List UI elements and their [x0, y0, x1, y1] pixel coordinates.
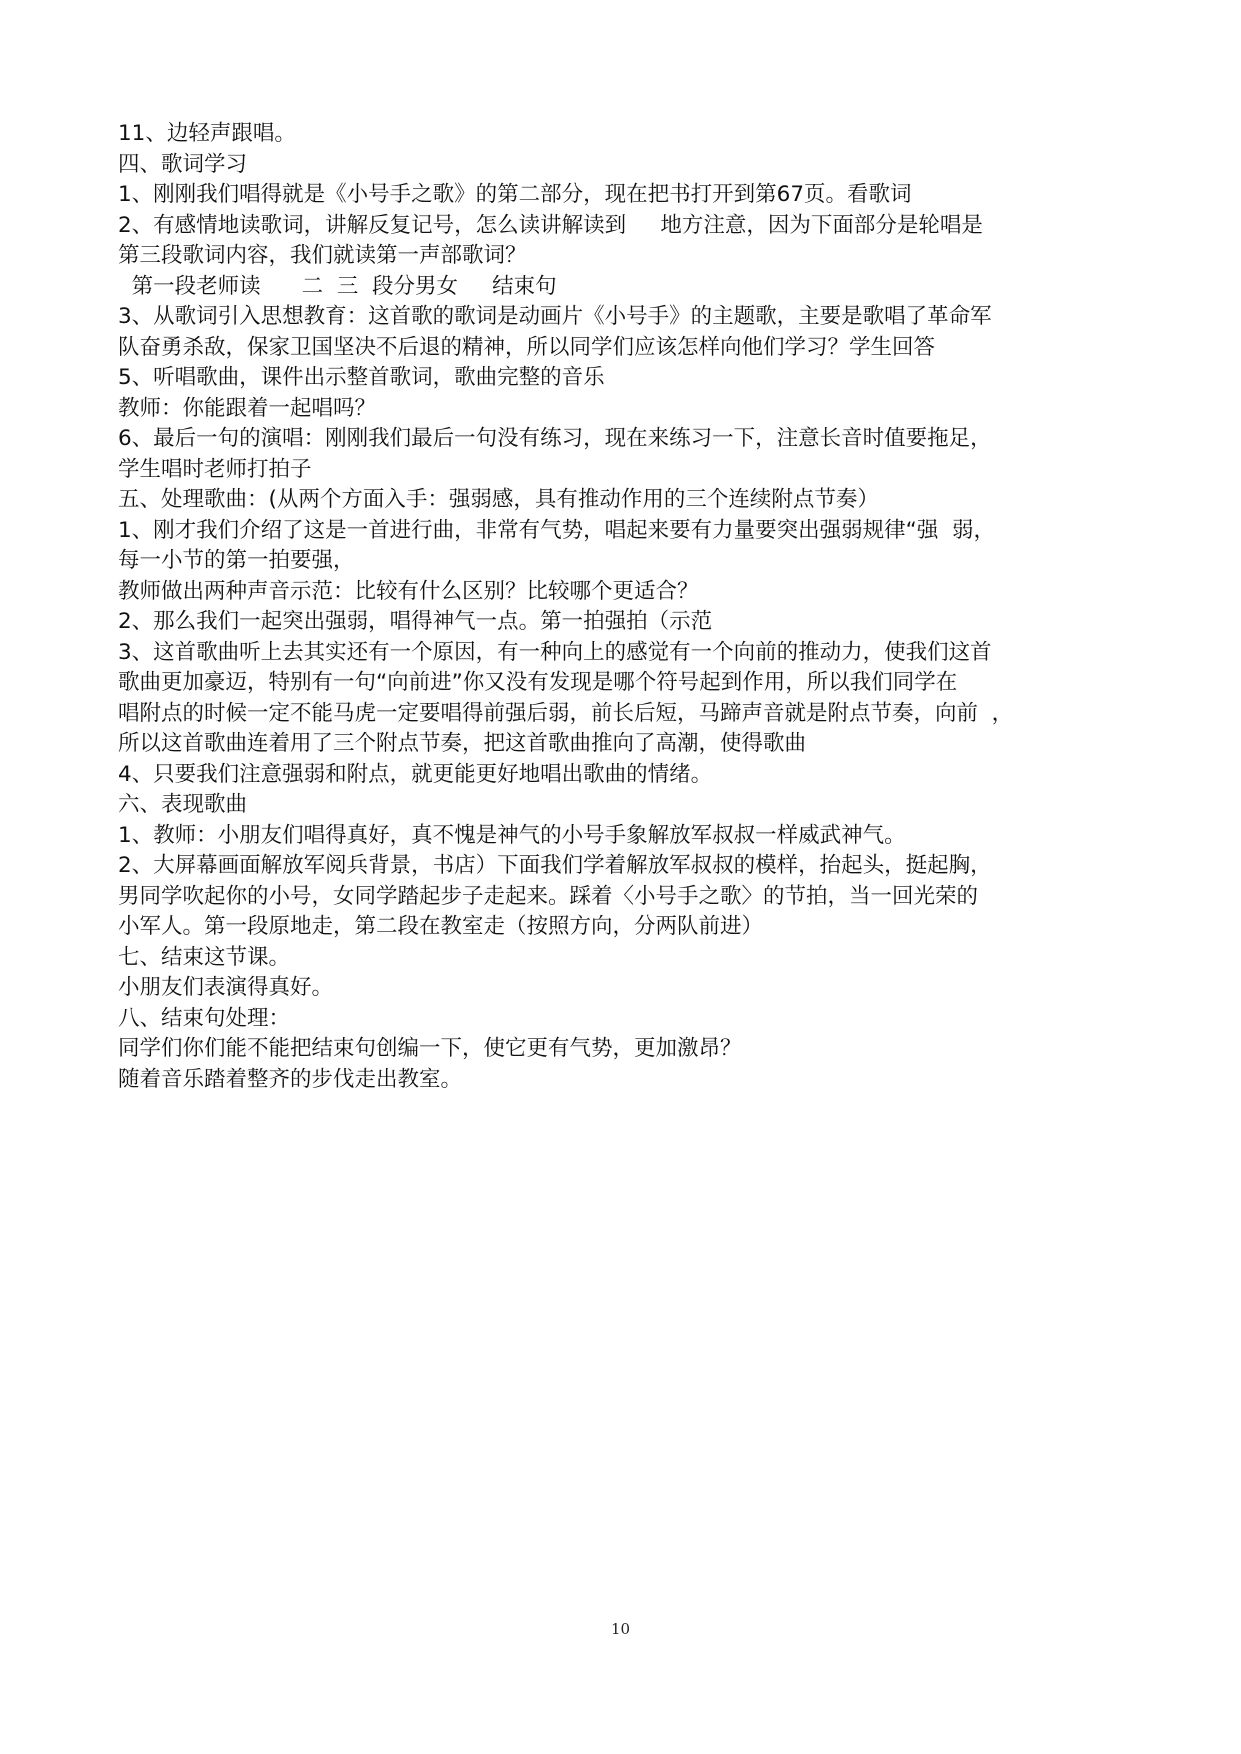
text-line: 2、有感情地读歌词，讲解反复记号，怎么读讲解读到 地方注意，因为下面部分是轮唱是: [118, 212, 983, 238]
text-line: 5、听唱歌曲，课件出示整首歌词，歌曲完整的音乐: [118, 365, 605, 390]
text-line: 教师做出两种声音示范：比较有什么区别？比较哪个更适合？: [118, 578, 699, 604]
text-line: 男同学吹起你的小号，女同学踏起步子走起来。踩着〈小号手之歌〉的节拍，当一回光荣的: [118, 883, 979, 909]
text-line: 第三段歌词内容，我们就读第一声部歌词？: [118, 243, 527, 268]
text-line: 队奋勇杀敌，保家卫国坚决不后退的精神，所以同学们应该怎样向他们学习？学生回答: [118, 334, 936, 360]
text-line: 教师：你能跟着一起唱吗？: [118, 395, 377, 421]
text-line: 1、刚才我们介绍了这是一首进行曲，非常有气势，唱起来要有力量要突出强弱规律“强 弱，: [118, 517, 995, 543]
text-line: 唱附点的时候一定不能马虎一定要唱得前强后弱，前长后短，马蹄声音就是附点节奏，向前 ，: [118, 700, 1014, 726]
text-line: 2、大屏幕画面解放军阅兵背景，书店）下面我们学着解放军叔叔的模样，抬起头，挺起胸，: [118, 853, 992, 878]
document-body: [118, 119, 1128, 1095]
text-line: 小军人。第一段原地走，第二段在教室走（按照方向，分两队前进）: [118, 914, 764, 939]
text-line: 随着音乐踏着整齐的步伐走出教室。: [118, 1066, 463, 1092]
text-line: 1、刚刚我们唱得就是《小号手之歌》的第二部分，现在把书打开到第67页。看歌词: [118, 182, 912, 207]
text-line: 6、最后一句的演唱：刚刚我们最后一句没有练习，现在来练习一下，注意长音时值要拖足，: [118, 426, 992, 451]
section-heading: 八、结束句处理：: [118, 1005, 291, 1031]
text-line: 所以这首歌曲连着用了三个附点节奏，把这首歌曲推向了高潮，使得歌曲: [118, 731, 807, 756]
text-line: 小朋友们表演得真好。: [118, 975, 334, 1000]
page-number: 10: [610, 1620, 631, 1638]
text-line: 学生唱时老师打拍子: [118, 456, 312, 482]
text-line: 4、只要我们注意强弱和附点，就更能更好地唱出歌曲的情绪。: [118, 761, 713, 787]
text-line: 歌曲更加豪迈，特别有一句“向前进”你又没有发现是哪个符号起到作用，所以我们同学在: [118, 670, 958, 695]
text-line: 3、从歌词引入思想教育：这首歌的歌词是动画片《小号手》的主题歌，主要是歌唱了革命军: [118, 304, 992, 329]
text-line: 每一小节的第一拍要强，: [118, 548, 355, 573]
text-line: 3、这首歌曲听上去其实还有一个原因，有一种向上的感觉有一个向前的推动力，使我们这首: [118, 639, 992, 665]
section-heading: 七、结束这节课。: [118, 944, 291, 970]
text-line: 11、边轻声跟唱。: [118, 121, 296, 146]
text-line: 2、那么我们一起突出强弱，唱得神气一点。第一拍强拍（示范: [118, 609, 713, 634]
text-line: 第一段老师读 二 三 段分男女 结束句: [118, 273, 557, 299]
section-heading: 五、处理歌曲：(从两个方面入手：强弱感，具有推动作用的三个连续附点节奏）: [118, 487, 879, 512]
text-line: 1、教师：小朋友们唱得真好，真不愧是神气的小号手象解放军叔叔一样威武神气。: [118, 822, 906, 848]
text-line: 同学们你们能不能把结束句创编一下，使它更有气势，更加激昂？: [118, 1036, 742, 1061]
section-heading: 四、歌词学习: [118, 151, 248, 177]
section-heading: 六、表现歌曲: [118, 792, 248, 817]
